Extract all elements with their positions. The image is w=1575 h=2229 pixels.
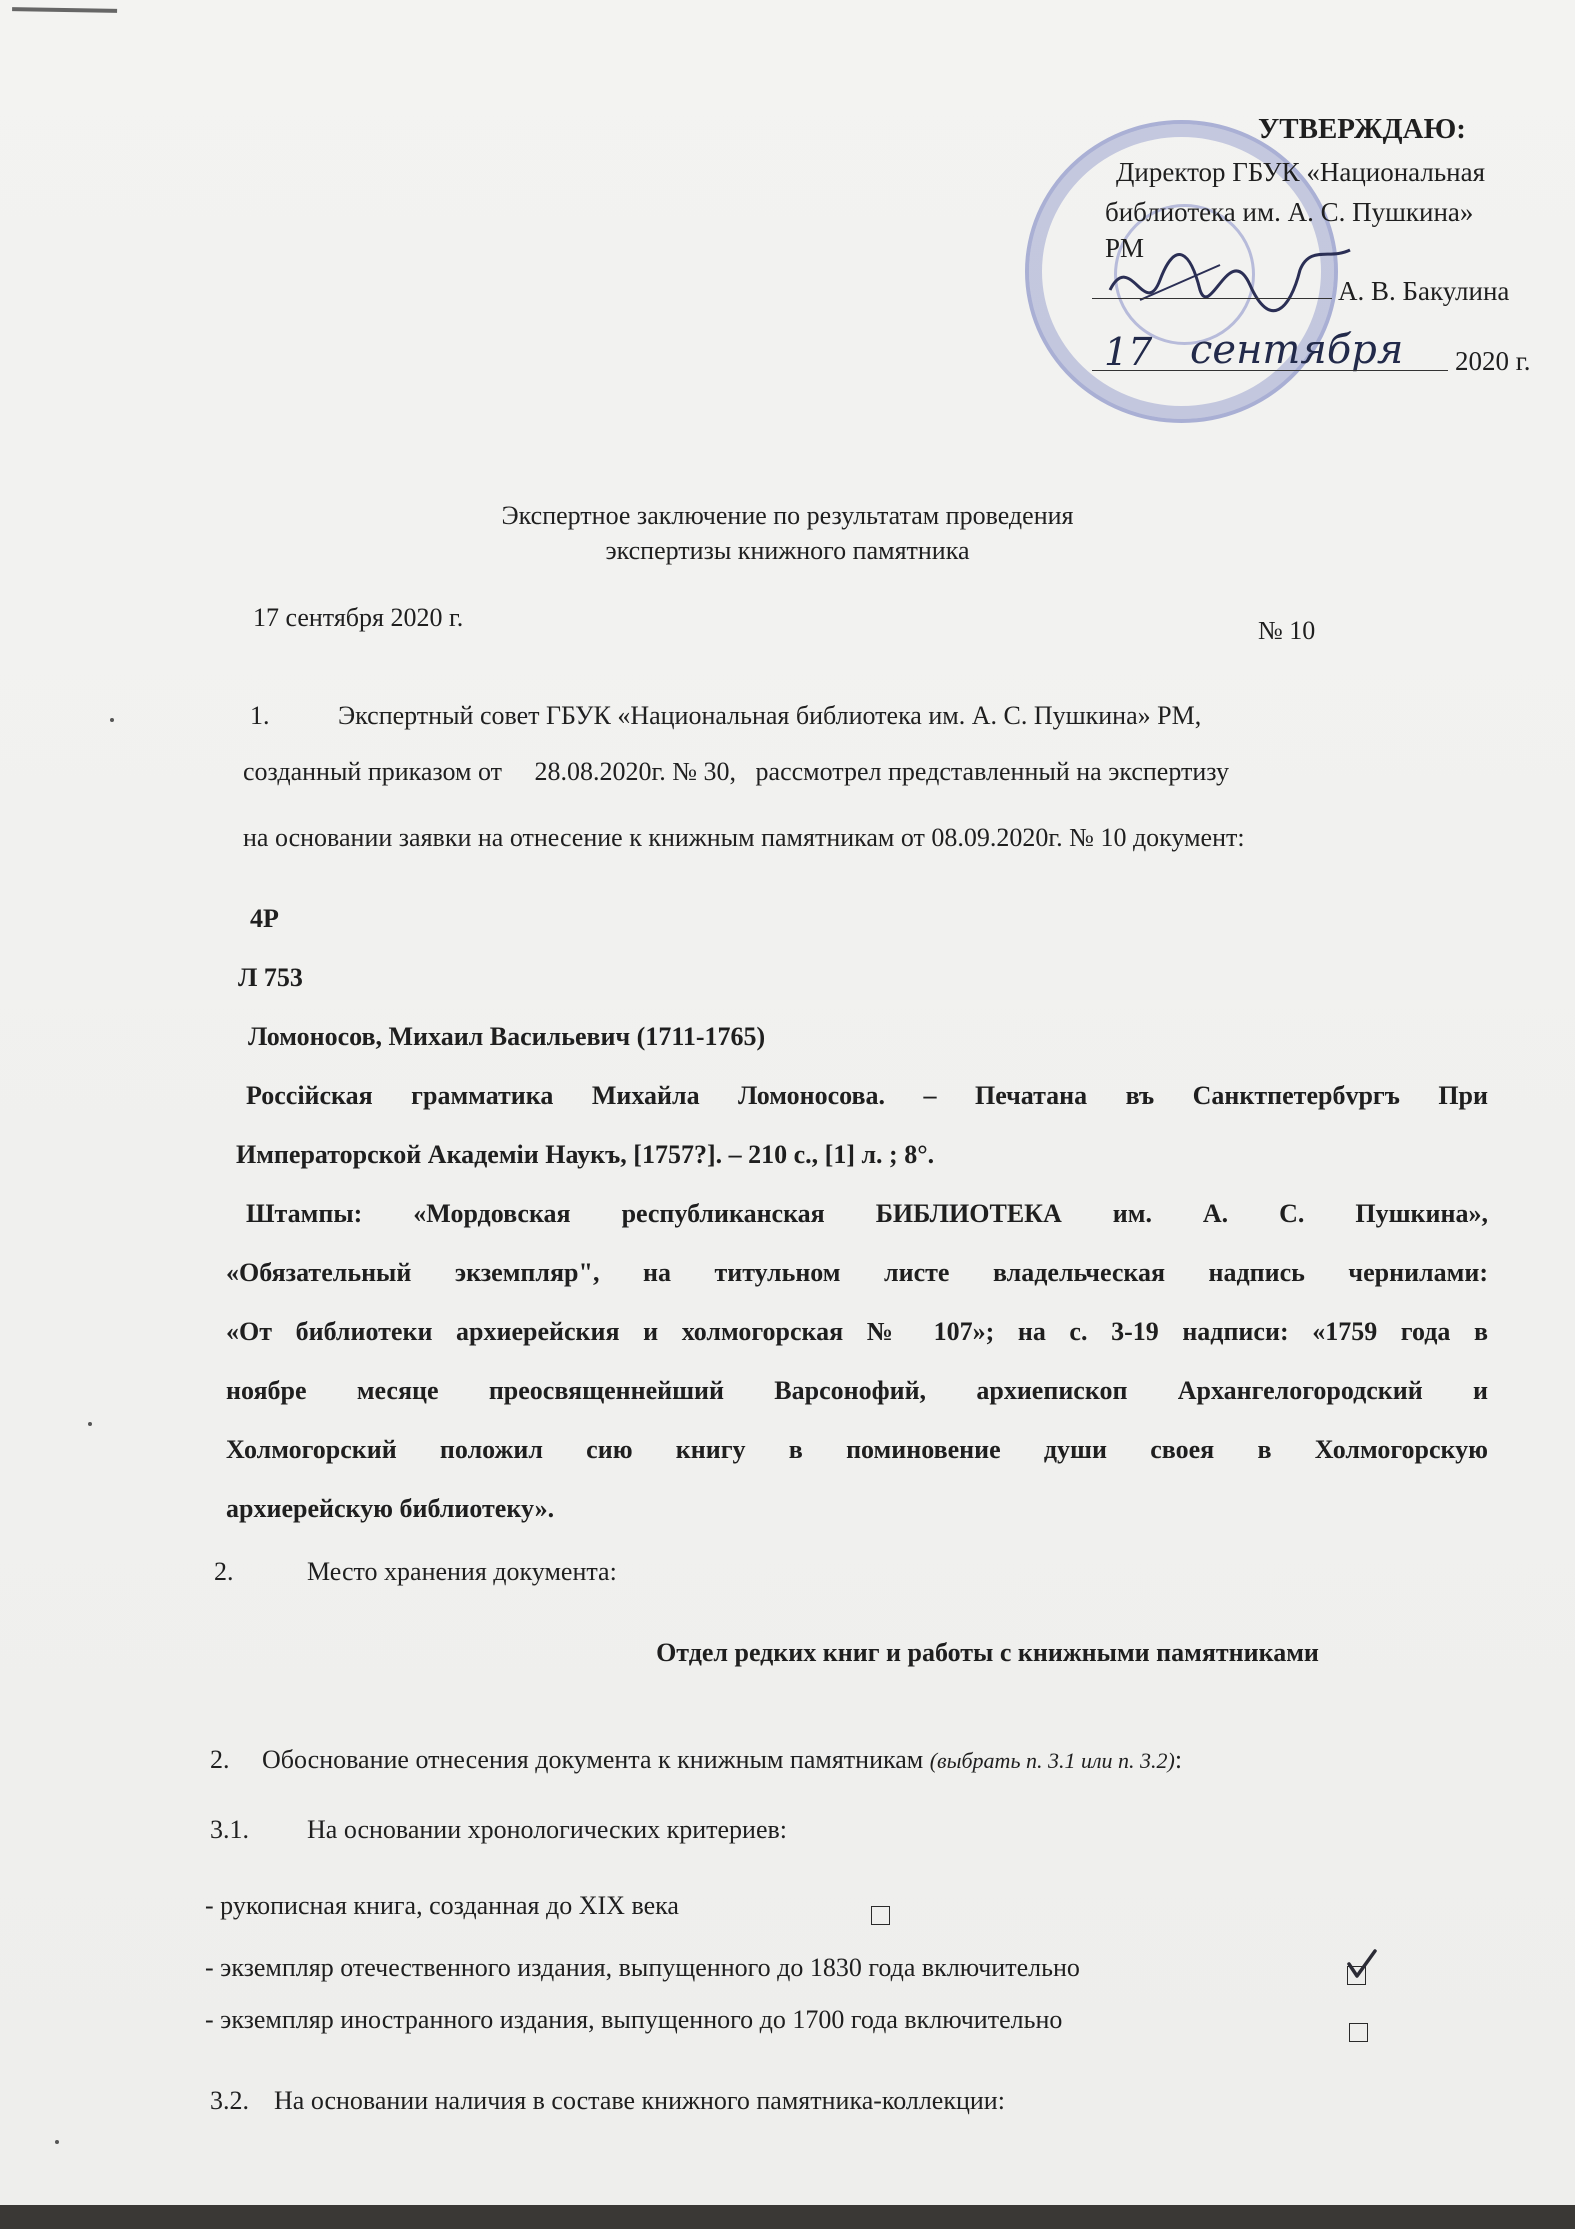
justification-colon: : bbox=[1174, 1745, 1183, 1774]
justification-label: Обоснование отнесения документа к книжным памятникам bbox=[262, 1745, 930, 1774]
book-description-line: Россійская грамматика Михайла Ломоносова. – Печатана въ Санктпетербvргъ При bbox=[246, 1081, 1488, 1110]
section1-text-line1: Экспертный совет ГБУК «Национальная библиотека им. А. С. Пушкина» РМ, bbox=[338, 701, 1202, 730]
paper-speck bbox=[88, 1422, 92, 1426]
stamps-description-line: Холмогорский положил сию книгу в поминовение души своея в Холмогорскую bbox=[226, 1435, 1488, 1464]
criterion-checkbox[interactable] bbox=[871, 1906, 890, 1925]
storage-value: Отдел редких книг и работы с книжными памятниками bbox=[656, 1638, 1319, 1667]
justification-number: 2. bbox=[210, 1745, 230, 1774]
page-edge-shadow bbox=[0, 2205, 1575, 2229]
stamps-description-line: «От библиотеки архиерейския и холмогорская № 107»; на с. 3-19 надписи: «1759 года в bbox=[226, 1317, 1488, 1346]
section1-text-line3: на основании заявки на отнесение к книжным памятникам от 08.09.2020г. № 10 документ: bbox=[243, 823, 1245, 852]
stamps-description-line: архиерейскую библиотеку». bbox=[226, 1494, 555, 1523]
signature-line bbox=[1092, 298, 1332, 299]
document-title-line2: экспертизы книжного памятника bbox=[605, 536, 970, 565]
approval-date-day: 17 bbox=[1104, 330, 1153, 374]
collection-label: На основании наличия в составе книжного памятника-коллекции: bbox=[274, 2086, 1005, 2115]
justification-text bbox=[262, 1744, 1182, 1775]
corner-mark bbox=[12, 7, 117, 23]
paper-speck bbox=[55, 2140, 59, 2144]
document-number: № 10 bbox=[1258, 616, 1316, 645]
storage-label: Место хранения документа: bbox=[307, 1557, 617, 1586]
approval-position-line3: РМ bbox=[1105, 233, 1145, 263]
book-description-line: Императорской Академіи Наукъ, [1757?]. – 210 с., [1] л. ; 8°. bbox=[236, 1140, 935, 1169]
book-author: Ломоносов, Михаил Васильевич (1711-1765) bbox=[248, 1022, 766, 1051]
storage-number: 2. bbox=[214, 1557, 234, 1586]
chronological-label: На основании хронологических критериев: bbox=[307, 1815, 788, 1844]
approval-position-line2: библиотека им. А. С. Пушкина» bbox=[1105, 197, 1474, 227]
section1-text-line2: созданный приказом от 28.08.2020г. № 30, рассмотрел представленный на экспертизу bbox=[243, 757, 1229, 786]
document-date: 17 сентября 2020 г. bbox=[253, 603, 464, 632]
stamps-description-line: «Обязательный экземпляр", на титульном листе владельческая надпись чернилами: bbox=[226, 1258, 1488, 1287]
criterion-option-label: - экземпляр отечественного издания, выпущенного до 1830 года включительно bbox=[205, 1953, 1080, 1982]
stamps-description-line: ноябре месяце преосвященнейший Варсонофий, архиепископ Архангелогородский и bbox=[226, 1376, 1488, 1405]
criterion-option-label: - рукописная книга, созданная до XIX века bbox=[205, 1891, 679, 1920]
shelfmark-line1: 4Р bbox=[250, 904, 279, 933]
collection-number: 3.2. bbox=[210, 2086, 249, 2115]
criterion-option-label: - экземпляр иностранного издания, выпущенного до 1700 года включительно bbox=[205, 2005, 1063, 2034]
approval-date-year: 2020 г. bbox=[1455, 346, 1531, 376]
criterion-checkbox[interactable] bbox=[1349, 2023, 1368, 2042]
paper-speck bbox=[110, 718, 114, 722]
section1-number: 1. bbox=[250, 701, 270, 730]
shelfmark-line2: Л 753 bbox=[238, 963, 303, 992]
date-line bbox=[1092, 370, 1448, 371]
approval-position-line1: Директор ГБУК «Национальная bbox=[1116, 157, 1486, 187]
approval-title: УТВЕРЖДАЮ: bbox=[1258, 113, 1466, 145]
justification-note: (выбрать п. 3.1 или п. 3.2) bbox=[929, 1748, 1175, 1773]
document-title-line1: Экспертное заключение по результатам проведения bbox=[501, 501, 1074, 530]
chronological-number: 3.1. bbox=[210, 1815, 249, 1844]
checkmark-icon bbox=[1344, 1948, 1378, 1982]
approval-signer: А. В. Бакулина bbox=[1338, 276, 1510, 306]
approval-date-month: сентября bbox=[1190, 327, 1404, 373]
stamps-description-line: Штампы: «Мордовская республиканская БИБЛИОТЕКА им. А. С. Пушкина», bbox=[246, 1199, 1488, 1228]
